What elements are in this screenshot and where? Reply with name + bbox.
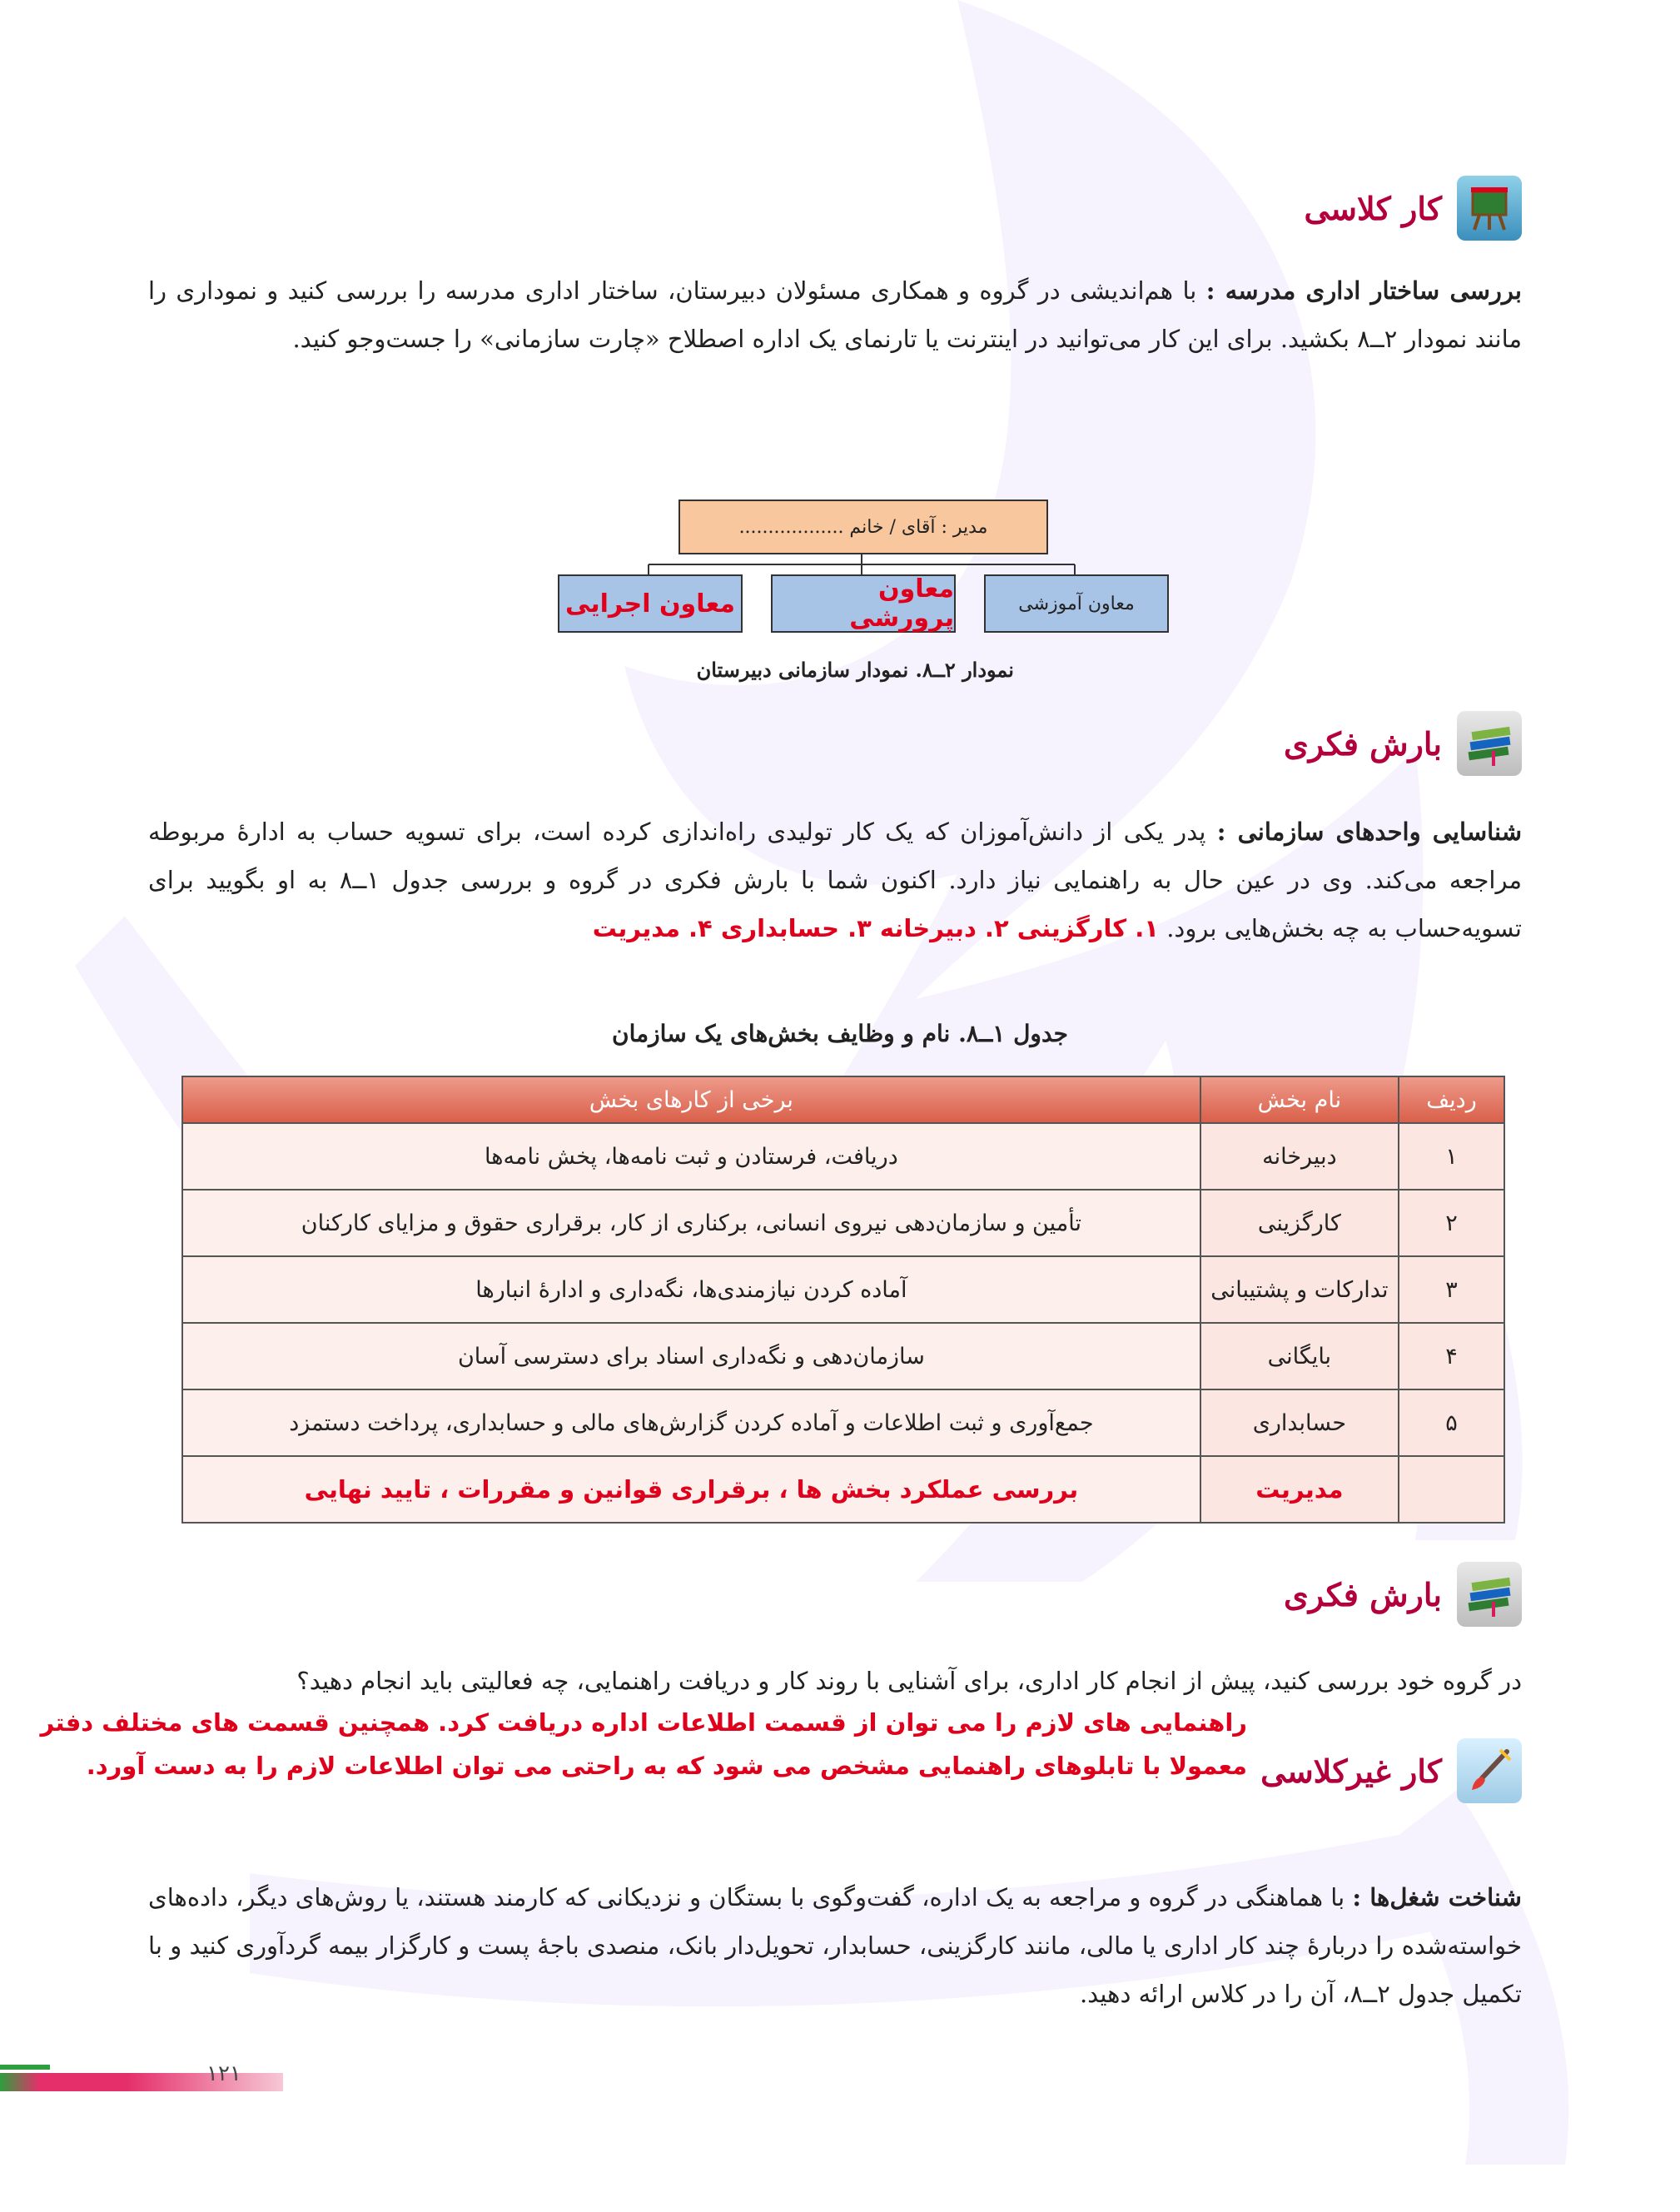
section-header-brainstorm <box>1284 706 1522 781</box>
departments-table <box>181 1076 1505 1524</box>
table-cell-duties: آماده کردن نیازمندی‌ها، نگه‌داری و ادارهٔ انبارها <box>182 1256 1200 1323</box>
table-header-cell: ردیف <box>1399 1076 1504 1123</box>
table-row <box>182 1323 1504 1389</box>
table-cell-index: ۳ <box>1399 1256 1504 1323</box>
paintbrush-icon <box>1457 1738 1522 1803</box>
easel-icon <box>1457 176 1522 241</box>
paragraph-jobs <box>148 1873 1522 2018</box>
table-cell-index <box>1399 1456 1504 1523</box>
table-header-cell: نام بخش <box>1200 1076 1399 1123</box>
table-cell-duties: سازمان‌دهی و نگه‌داری اسناد برای دسترسی آسان <box>182 1323 1200 1389</box>
paragraph-org-units <box>148 808 1522 952</box>
table-cell-duties: دریافت، فرستادن و ثبت نامه‌ها، پخش نامه‌ها <box>182 1123 1200 1190</box>
table-row <box>182 1389 1504 1456</box>
table-header-cell: برخی از کارهای بخش <box>182 1076 1200 1123</box>
paragraph-body: با هماهنگی در گروه و مراجعه به یک اداره، گفت‌وگوی با بستگان و نزدیکانی که کارمند هستند، یا روش‌های دیگر، داده‌های خواسته‌شده را دربارهٔ چند کار اداری یا مالی، مانند کارگزینی، حسابدار، تحویل‌دار بانک، منصدی باجهٔ پست و کارگزار بیمه گردآوری کنید و با تکمیل جدول ۲ــ۸، آن را در کلاس ارائه دهید. <box>148 1883 1522 2008</box>
answer-text: ۱. کارگزینی ۲. دبیرخانه ۳. حسابداری ۴. مدیریت <box>592 914 1159 942</box>
books-icon <box>1457 1562 1522 1627</box>
answer-line-2: معمولا با تابلوهای راهنمایی مشخص می شود که به راحتی می توان اطلاعات لازم را به دست آورد. <box>86 1752 1247 1780</box>
table-cell-index: ۲ <box>1399 1190 1504 1256</box>
section-title: کار غیرکلاسی <box>1260 1752 1442 1790</box>
table-cell-index: ۴ <box>1399 1323 1504 1389</box>
table-row <box>182 1256 1504 1323</box>
paragraph-school-structure <box>148 266 1522 363</box>
section-header-homework <box>1260 1733 1522 1808</box>
paragraph-body: با هم‌اندیشی در گروه و همکاری مسئولان دبیرستان، ساختار اداری مدرسه را بررسی کنید و نموداری را مانند نمودار ۲ــ۸ بکشید. برای این کار می‌توانید در اینترنت یا تارنمای یک اداره اصطلاح «چارت سازمانی» را جست‌وجو کنید. <box>148 276 1522 353</box>
table-cell-department: دبیرخانه <box>1200 1123 1399 1190</box>
table-cell-index: ۵ <box>1399 1389 1504 1456</box>
table-cell-department: کارگزینی <box>1200 1190 1399 1256</box>
section-title: بارش فکری <box>1284 1575 1442 1613</box>
org-node-training-deputy: معاون پرورشی <box>771 574 956 633</box>
table-cell-index: ۱ <box>1399 1123 1504 1190</box>
section-title: کار کلاسی <box>1304 189 1442 227</box>
section-title: بارش فکری <box>1284 724 1442 763</box>
section-header-brainstorm-2 <box>1284 1557 1522 1632</box>
section-header-classwork <box>1304 171 1522 246</box>
org-node-educational-deputy: معاون آموزشی <box>984 574 1169 633</box>
page-number: ۱۲۱ <box>206 2061 241 2086</box>
paragraph-lead: بررسی ساختار اداری مدرسه : <box>1205 276 1522 305</box>
table-cell-duties: جمع‌آوری و ثبت اطلاعات و آماده کردن گزارش‌های مالی و حسابداری، پرداخت دستمزد <box>182 1389 1200 1456</box>
paragraph-lead: شناخت شغل‌ها : <box>1352 1883 1522 1911</box>
table-cell-duties: تأمین و سازمان‌دهی نیروی انسانی، برکناری از کار، برقراری حقوق و مزایای کارکنان <box>182 1190 1200 1256</box>
table-row <box>182 1123 1504 1190</box>
answer-line-1: راهنمایی های لازم را می توان از قسمت اطلاعات اداره دریافت کرد. همچنین قسمت های مختلف دفتر <box>40 1708 1247 1737</box>
paragraph-question: در گروه خود بررسی کنید، پیش از انجام کار اداری، برای آشنایی با روند کار و دریافت راهنمایی، چه فعالیتی باید انجام دهید؟ <box>296 1667 1522 1695</box>
table-cell-department: مدیریت <box>1200 1456 1399 1523</box>
org-node-principal: مدیر : آقای / خانم .................. <box>678 500 1048 554</box>
table-cell-duties: بررسی عملکرد بخش ها ، برقراری قوانین و مقررات ، تایید نهایی <box>182 1456 1200 1523</box>
paragraph-body: پدر یکی از دانش‌آموزان که یک کار تولیدی راه‌اندازی کرده است، برای تسویه حساب به ادارهٔ مربوطه مراجعه می‌کند. وی در عین حال به راهنمایی نیاز دارد. اکنون شما با بارش فکری در گروه و بررسی جدول ۱ــ۸ به او بگویید برای تسویه‌حساب به چه بخش‌هایی برود. <box>148 818 1522 942</box>
org-node-executive-deputy: معاون اجرایی <box>558 574 743 633</box>
org-chart-caption: نمودار ۲ــ۸. نمودار سازمانی دبیرستان <box>696 658 1014 682</box>
table-title: جدول ۱ــ۸. نام و وظایف بخش‌های یک سازمان <box>612 1020 1068 1047</box>
table-header-row <box>182 1076 1504 1123</box>
table-cell-department: بایگانی <box>1200 1323 1399 1389</box>
table-row <box>182 1190 1504 1256</box>
org-chart <box>545 491 1170 641</box>
paragraph-lead: شناسایی واحدهای سازمانی : <box>1216 818 1522 846</box>
table-row-answer <box>182 1456 1504 1523</box>
table-cell-department: تدارکات و پشتیبانی <box>1200 1256 1399 1323</box>
books-icon <box>1457 711 1522 776</box>
table-cell-department: حسابداری <box>1200 1389 1399 1456</box>
page-bar-accent <box>0 2065 50 2070</box>
